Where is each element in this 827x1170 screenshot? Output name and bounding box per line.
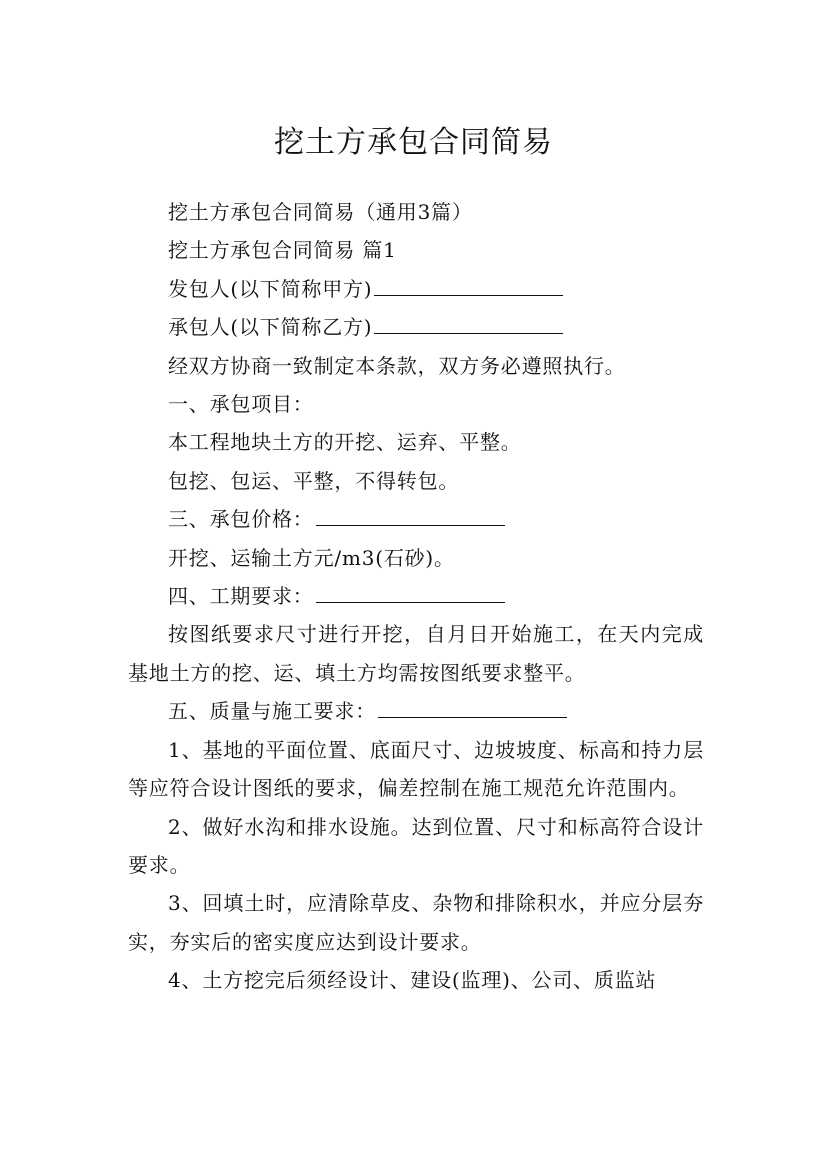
fill-in-blank-line bbox=[378, 695, 567, 718]
document-paragraph bbox=[128, 231, 704, 269]
document-paragraph bbox=[128, 615, 704, 692]
document-paragraph bbox=[128, 539, 704, 577]
document-body bbox=[128, 193, 704, 1000]
paragraph-text: 三、承包价格： bbox=[168, 507, 314, 532]
document-paragraph bbox=[128, 500, 704, 538]
paragraph-text: 发包人(以下简称甲方) bbox=[168, 276, 373, 301]
paragraph-text: 按图纸要求尺寸进行开挖，自月日开始施工，在天内完成基地土方的挖、运、填土方均需按图纸要求整平。 bbox=[128, 622, 704, 685]
paragraph-text: 1、基地的平面位置、底面尺寸、边坡坡度、标高和持力层等应符合设计图纸的要求，偏差控制在施工规范允许范围内。 bbox=[128, 737, 704, 801]
document-paragraph bbox=[128, 270, 704, 308]
paragraph-text: 2、做好水沟和排水设施。达到位置、尺寸和标高符合设计要求。 bbox=[128, 814, 704, 877]
paragraph-text: 包挖、包运、平整，不得转包。 bbox=[168, 468, 460, 493]
document-paragraph bbox=[128, 808, 704, 885]
paragraph-text: 4、土方挖完后须经设计、建设(监理)、公司、质监站 bbox=[168, 968, 657, 993]
document-paragraph bbox=[128, 423, 704, 461]
document-paragraph bbox=[128, 308, 704, 346]
document-title: 挖土方承包合同简易 bbox=[274, 125, 553, 161]
document-paragraph bbox=[128, 731, 704, 808]
paragraph-text: 挖土方承包合同简易（通用3篇） bbox=[168, 200, 473, 224]
paragraph-text: 四、工期要求： bbox=[168, 584, 314, 609]
document-paragraph bbox=[128, 385, 704, 423]
paragraph-text: 本工程地块土方的开挖、运弃、平整。 bbox=[168, 430, 522, 455]
paragraph-text: 开挖、运输土方元/m3(石砂)。 bbox=[168, 545, 455, 570]
fill-in-blank-line bbox=[316, 580, 505, 603]
document-paragraph bbox=[128, 347, 704, 385]
document-paragraph bbox=[128, 577, 704, 615]
document-paragraph bbox=[128, 462, 704, 500]
fill-in-blank-line bbox=[374, 273, 563, 296]
fill-in-blank-line bbox=[316, 503, 505, 526]
fill-in-blank-line bbox=[374, 311, 563, 334]
paragraph-text: 承包人(以下简称乙方) bbox=[168, 315, 373, 340]
paragraph-text: 经双方协商一致制定本条款，双方务必遵照执行。 bbox=[168, 353, 626, 378]
paragraph-text: 一、承包项目： bbox=[168, 392, 314, 417]
paragraph-text: 挖土方承包合同简易 篇1 bbox=[168, 238, 397, 263]
paragraph-text: 五、质量与施工要求： bbox=[168, 699, 376, 724]
document-paragraph bbox=[128, 692, 704, 730]
paragraph-text: 3、回填土时，应清除草皮、杂物和排除积水，并应分层夯实，夯实后的密实度应达到设计要求。 bbox=[128, 891, 704, 954]
document-paragraph bbox=[128, 961, 704, 999]
document-paragraph bbox=[128, 884, 704, 961]
document-paragraph bbox=[128, 193, 704, 231]
